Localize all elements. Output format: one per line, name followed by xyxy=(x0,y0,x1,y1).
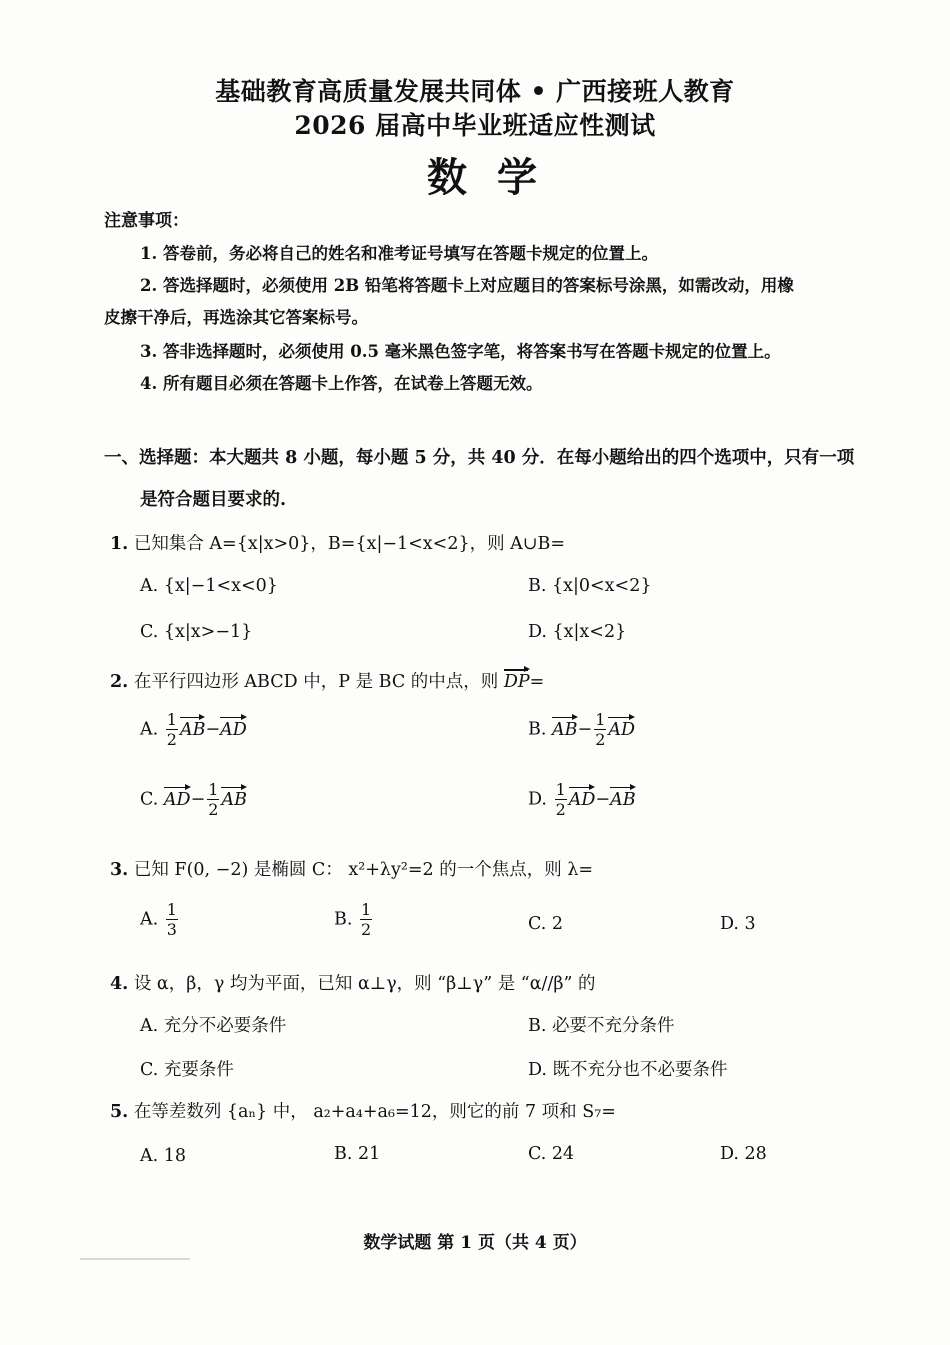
exam-title: 2026 届高中毕业班适应性测试 xyxy=(294,111,656,140)
option-label: A. xyxy=(140,719,159,740)
q4-option-d: D. 既不充分也不必要条件 xyxy=(528,1060,728,1080)
minus-sign: − xyxy=(595,789,611,810)
notice-item-1: 1. 答卷前，务必将自己的姓名和准考证号填写在答题卡规定的位置上。 xyxy=(140,244,658,263)
q1-option-d: D. {x|x<2} xyxy=(528,622,627,642)
question-3 xyxy=(110,856,593,881)
vector-dp: DP xyxy=(503,672,530,692)
q5-option-b: B. 21 xyxy=(334,1144,381,1164)
vector-ad: AD xyxy=(163,789,191,810)
option-label: C. xyxy=(140,789,159,810)
numerator: 1 xyxy=(361,900,372,919)
vector-ad: AD xyxy=(220,719,247,740)
question-stem: 设 α，β，γ 均为平面，已知 α⊥γ，则 “β⊥γ” 是 “α//β” 的 xyxy=(133,974,596,994)
vector-ab: AB xyxy=(610,789,636,810)
denominator: 2 xyxy=(595,730,606,749)
vector-ab: AB xyxy=(221,789,247,810)
fraction-half xyxy=(555,782,567,818)
question-number: 4. xyxy=(110,974,129,994)
q1-option-b: B. {x|0<x<2} xyxy=(528,576,652,596)
notice-heading: 注意事项： xyxy=(104,211,189,231)
exam-organizer-title: 基础教育高质量发展共同体 • 广西接班人教育 xyxy=(215,77,735,106)
q3-option-b xyxy=(334,902,374,938)
q1-option-a: A. {x|−1<x<0} xyxy=(140,576,278,596)
denominator: 2 xyxy=(555,800,566,819)
question-stem: 已知 F(0, −2) 是椭圆 C： x²+λy²=2 的一个焦点，则 λ= xyxy=(133,860,594,880)
question-5 xyxy=(110,1098,616,1123)
question-number: 3. xyxy=(110,860,129,880)
notice-item-3: 3. 答非选择题时，必须使用 0.5 毫米黑色签字笔，将答案书写在答题卡规定的位置上。 xyxy=(140,342,781,361)
vector-ad: AD xyxy=(608,719,636,740)
page-footer: 数学试题 第 1 页（共 4 页） xyxy=(363,1233,587,1253)
question-number: 2. xyxy=(110,672,129,692)
q4-option-a: A. 充分不必要条件 xyxy=(140,1016,287,1036)
vector-ab: AB xyxy=(552,719,578,740)
numerator: 1 xyxy=(208,780,219,799)
notice-item-2-cont: 皮擦干净后，再选涂其它答案标号。 xyxy=(104,308,368,327)
q3-option-a xyxy=(140,902,180,938)
fraction xyxy=(360,902,372,938)
q2-option-d xyxy=(528,782,636,818)
section-heading-cont: 是符合题目要求的. xyxy=(140,490,287,510)
denominator: 2 xyxy=(361,920,372,939)
fraction-half xyxy=(166,712,178,748)
option-label: B. xyxy=(528,719,547,740)
q5-option-d: D. 28 xyxy=(720,1144,767,1164)
numerator: 1 xyxy=(555,780,566,799)
option-label: B. xyxy=(334,909,353,930)
fraction xyxy=(166,902,178,938)
vector-ab: AB xyxy=(179,719,206,740)
option-label: A. xyxy=(140,909,159,930)
minus-sign: − xyxy=(190,789,206,810)
option-label: D. xyxy=(528,789,547,810)
denominator: 2 xyxy=(208,800,219,819)
fraction-half xyxy=(207,782,219,818)
subject-title: 数学 xyxy=(427,154,567,201)
q4-option-b: B. 必要不充分条件 xyxy=(528,1016,675,1036)
numerator: 1 xyxy=(166,710,177,729)
vector-ad: AD xyxy=(568,789,596,810)
question-4 xyxy=(110,970,595,995)
question-stem: 在平行四边形 ABCD 中，P 是 BC 的中点，则 xyxy=(133,672,499,692)
q3-option-c: C. 2 xyxy=(528,914,564,934)
q4-option-c: C. 充要条件 xyxy=(140,1060,234,1080)
q5-option-a: A. 18 xyxy=(140,1146,187,1166)
fraction-half xyxy=(594,712,606,748)
equals-sign: = xyxy=(529,672,545,692)
q2-option-b xyxy=(528,712,635,748)
numerator: 1 xyxy=(166,900,177,919)
denominator: 3 xyxy=(166,920,177,939)
numerator: 1 xyxy=(595,710,606,729)
denominator: 2 xyxy=(166,730,177,749)
question-stem: 在等差数列 {aₙ} 中， a₂+a₄+a₆=12，则它的前 7 项和 S₇= xyxy=(133,1102,616,1122)
section-heading: 一、选择题：本大题共 8 小题，每小题 5 分，共 40 分．在每小题给出的四个选项中，只有一项 xyxy=(104,448,855,468)
notice-item-4: 4. 所有题目必须在答题卡上作答，在试卷上答题无效。 xyxy=(140,374,543,393)
minus-sign: − xyxy=(205,719,221,740)
q2-option-c xyxy=(140,782,247,818)
scan-mark xyxy=(80,1258,190,1260)
notice-item-2: 2. 答选择题时，必须使用 2B 铅笔将答题卡上对应题目的答案标号涂黑，如需改动，用橡 xyxy=(140,276,794,295)
question-2 xyxy=(110,668,544,693)
q3-option-d: D. 3 xyxy=(720,914,756,934)
question-number: 5. xyxy=(110,1102,129,1122)
q2-option-a xyxy=(140,712,247,748)
q5-option-c: C. 24 xyxy=(528,1144,575,1164)
question-1 xyxy=(110,530,565,555)
question-stem: 已知集合 A={x|x>0}，B={x|−1<x<2}，则 A∪B= xyxy=(133,534,565,554)
minus-sign: − xyxy=(577,719,593,740)
q1-option-c: C. {x|x>−1} xyxy=(140,622,253,642)
question-number: 1. xyxy=(110,534,129,554)
